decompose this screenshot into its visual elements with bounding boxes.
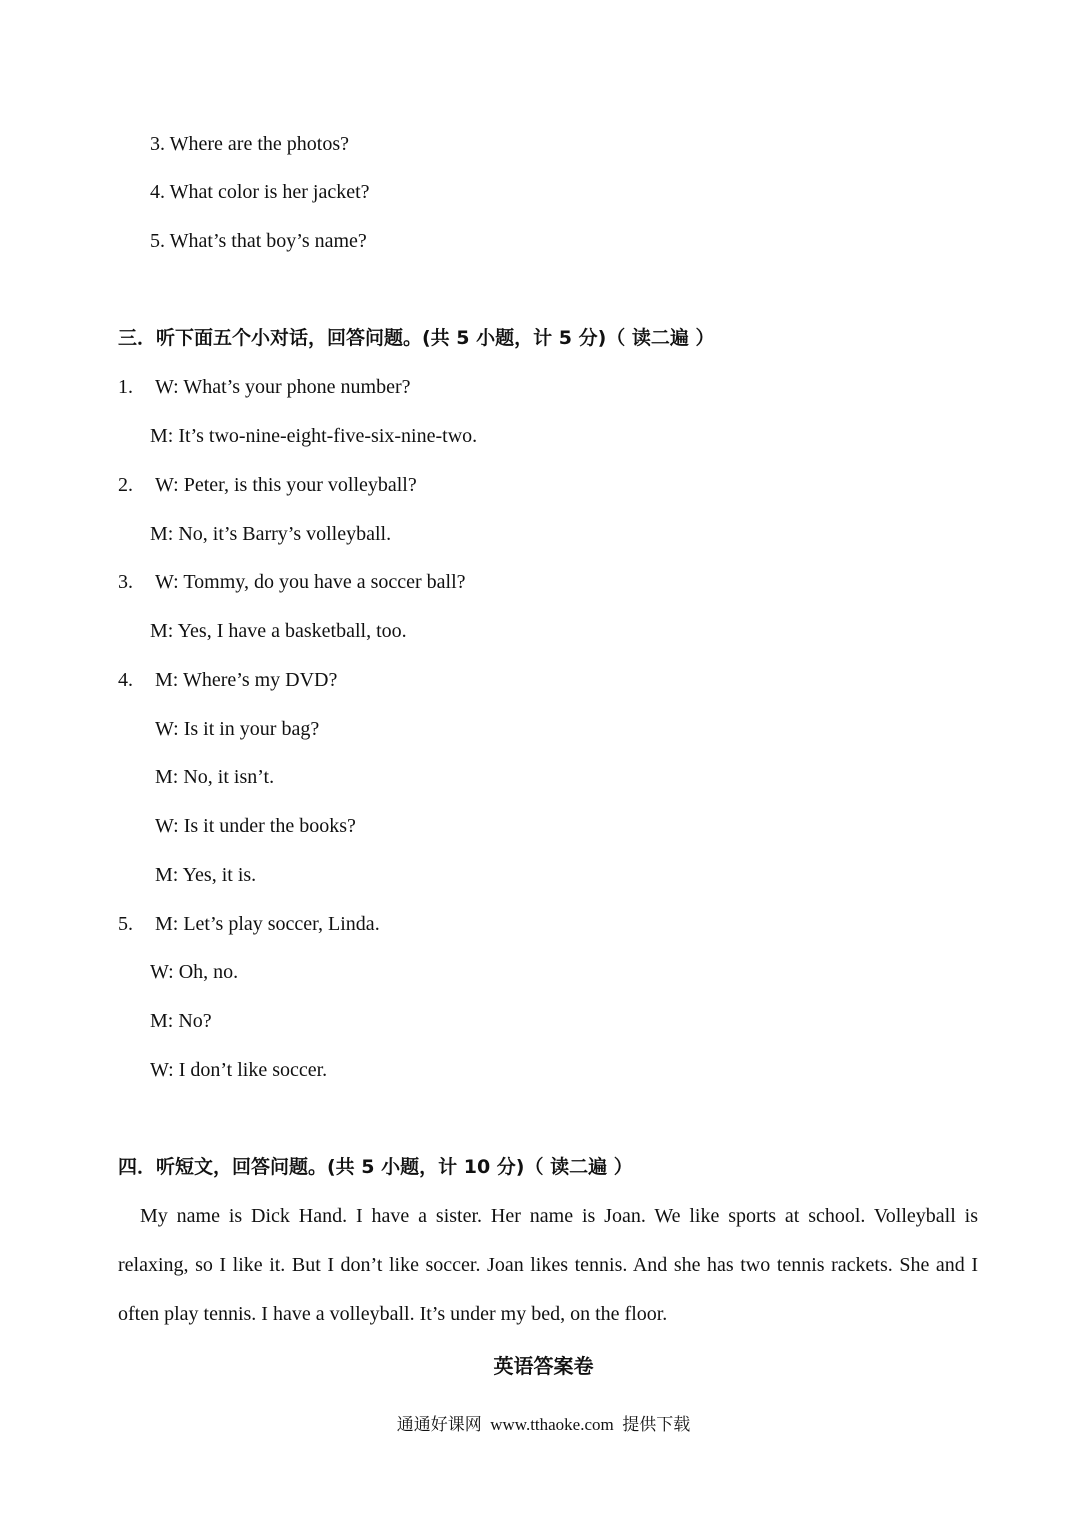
- question-4: 4. What color is her jacket?: [150, 181, 370, 203]
- dialog-1-first: [118, 375, 411, 399]
- dialog-line: W: Tommy, do you have a soccer ball?: [155, 571, 466, 593]
- question-5: 5. What’s that boy’s name?: [150, 230, 367, 252]
- dialog-5-line-3: M: No?: [150, 1010, 212, 1032]
- dialog-4-line-4: W: Is it under the books?: [155, 815, 356, 837]
- passage: My name is Dick Hand. I have a sister. Her name is Joan. We like sports at school. Volleyball is relaxing, so I like it. But I don’t like soccer. Joan likes tennis. And she has two tennis rackets. She and I often play tennis. I have a volleyball. It’s under my bed, on the floor.: [118, 1205, 978, 1325]
- dialog-2-line-2: M: No, it’s Barry’s volleyball.: [150, 523, 392, 545]
- question-3: 3. Where are the photos?: [150, 133, 349, 155]
- dialog-number: 2.: [118, 474, 133, 496]
- dialog-1-line-2: M: It’s two-nine-eight-five-six-nine-two.: [150, 425, 478, 447]
- section4-heading: 四．听短文，回答问题。(共 5 小题，计 10 分)（ 读二遍 ）: [118, 1156, 633, 1178]
- dialog-4-first: [118, 668, 337, 692]
- answer-sheet-title: 英语答案卷: [493, 1354, 594, 1378]
- dialog-line: M: Let’s play soccer, Linda.: [155, 913, 380, 935]
- dialog-3-first: [118, 570, 466, 594]
- section3-heading: 三．听下面五个小对话，回答问题。(共 5 小题，计 5 分)（ 读二遍 ）: [118, 327, 715, 349]
- dialog-number: 5.: [118, 913, 133, 935]
- dialog-line: W: What’s your phone number?: [155, 376, 411, 398]
- dialog-5-line-2: W: Oh, no.: [150, 961, 239, 983]
- dialog-number: 4.: [118, 669, 133, 691]
- dialog-5-line-4: W: I don’t like soccer.: [150, 1059, 328, 1081]
- dialog-number: 3.: [118, 571, 133, 593]
- dialog-5-first: [118, 912, 380, 936]
- dialog-line: M: Where’s my DVD?: [155, 669, 338, 691]
- dialog-number: 1.: [118, 376, 133, 398]
- dialog-4-line-2: W: Is it in your bag?: [155, 718, 320, 740]
- dialog-2-first: [118, 473, 417, 497]
- dialog-line: W: Peter, is this your volleyball?: [155, 474, 417, 496]
- dialog-4-line-3: M: No, it isn’t.: [155, 766, 275, 788]
- dialog-3-line-2: M: Yes, I have a basketball, too.: [150, 620, 407, 642]
- footer-text: 通通好课网 www.tthaoke.com 提供下载: [396, 1415, 691, 1434]
- dialog-4-line-5: M: Yes, it is.: [155, 864, 257, 886]
